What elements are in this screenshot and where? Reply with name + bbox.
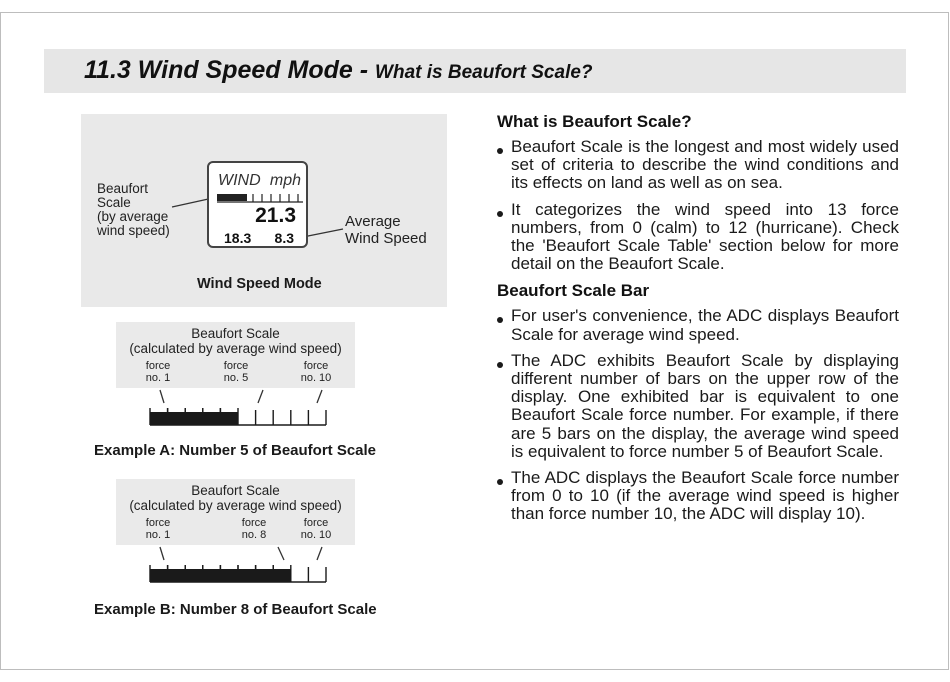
force-label-line: no. 1 bbox=[145, 529, 171, 541]
example-b-caption: Example B: Number 8 of Beaufort Scale bbox=[94, 601, 377, 618]
example-b-force-label bbox=[133, 517, 183, 541]
example-b-beaufort-bar bbox=[140, 542, 340, 587]
example-b-force-label bbox=[291, 517, 341, 541]
example-a-beaufort-bar bbox=[140, 385, 340, 430]
lcd-main-value: 21.3 bbox=[255, 204, 296, 227]
example-a-force-label bbox=[133, 360, 183, 384]
label-line: Average bbox=[345, 213, 401, 230]
label-line: wind speed) bbox=[97, 223, 170, 238]
pointer-tick bbox=[317, 547, 322, 560]
filled-bars bbox=[150, 412, 238, 425]
section-subtitle: What is Beaufort Scale? bbox=[375, 62, 593, 83]
pointer-tick bbox=[278, 547, 284, 560]
section-title: 11.3 Wind Speed Mode - bbox=[84, 56, 369, 84]
text-column bbox=[497, 112, 899, 532]
force-label-line: no. 8 bbox=[241, 529, 267, 541]
example-a-force-label bbox=[291, 360, 341, 384]
label-line: Wind Speed bbox=[345, 230, 427, 247]
lcd-lower-left-value: 18.3 bbox=[224, 230, 252, 246]
lcd-beaufort-bars bbox=[217, 192, 303, 204]
scale-box-subtitle: (calculated by average wind speed) bbox=[129, 341, 342, 356]
example-a-caption: Example A: Number 5 of Beaufort Scale bbox=[94, 442, 377, 459]
label-line: Scale bbox=[97, 195, 131, 210]
force-label-line: force bbox=[303, 517, 329, 529]
example-b-force-label bbox=[229, 517, 279, 541]
scale-box-subtitle: (calculated by average wind speed) bbox=[129, 498, 342, 513]
bullet-item: The ADC displays the Beaufort Scale force number from 0 to 10 (if the average wind speed is higher than force number 10, the ADC will display 10). bbox=[497, 469, 899, 524]
bullet-item: It categorizes the wind speed into 13 force numbers, from 0 (calm) to 12 (hurricane). Check the 'Beaufort Scale Table' section below for more detail on the Beaufort Scale. bbox=[497, 201, 899, 274]
pointer-tick bbox=[160, 547, 164, 560]
force-label-line: no. 10 bbox=[300, 529, 332, 541]
label-line: (by average bbox=[97, 209, 169, 224]
heading-beaufort-scale-bar: Beaufort Scale Bar bbox=[497, 281, 650, 301]
force-label-line: force bbox=[145, 517, 171, 529]
scale-box-title: Beaufort Scale bbox=[191, 326, 280, 341]
figure-caption: Wind Speed Mode bbox=[197, 276, 322, 292]
scale-box-title: Beaufort Scale bbox=[191, 483, 280, 498]
lcd-lower-right-value: 8.3 bbox=[274, 230, 294, 246]
force-label-line: force bbox=[223, 360, 249, 372]
force-label-line: force bbox=[241, 517, 267, 529]
force-label-line: force bbox=[303, 360, 329, 372]
bullet-item: Beaufort Scale is the longest and most widely used set of criteria to describe the wind conditions and its effects on land as well as on sea. bbox=[497, 138, 899, 193]
lcd-unit-label: mph bbox=[269, 172, 301, 189]
pointer-tick bbox=[160, 390, 164, 403]
force-label-line: force bbox=[145, 360, 171, 372]
bullet-item: The ADC exhibits Beaufort Scale by displaying different number of bars on the upper row of the display. One exhibited bar is equivalent to one Beaufort Scale force number. For example, if there are 5 bars on the display, the average wind speed is equivalent to force number 5 of Beaufort Scale. bbox=[497, 352, 899, 461]
force-label-line: no. 10 bbox=[300, 372, 332, 384]
label-line: Beaufort bbox=[97, 181, 149, 196]
lcd-wind-label: WIND bbox=[218, 172, 261, 189]
bullet-item: For user's convenience, the ADC displays Beaufort Scale for average wind speed. bbox=[497, 307, 899, 343]
heading-what-is-beaufort: What is Beaufort Scale? bbox=[497, 112, 692, 131]
example-a-force-label bbox=[211, 360, 261, 384]
force-label-line: no. 5 bbox=[223, 372, 249, 384]
pointer-tick bbox=[317, 390, 322, 403]
pointer-tick bbox=[258, 390, 263, 403]
force-label-line: no. 1 bbox=[145, 372, 171, 384]
lcd-display bbox=[207, 161, 308, 248]
